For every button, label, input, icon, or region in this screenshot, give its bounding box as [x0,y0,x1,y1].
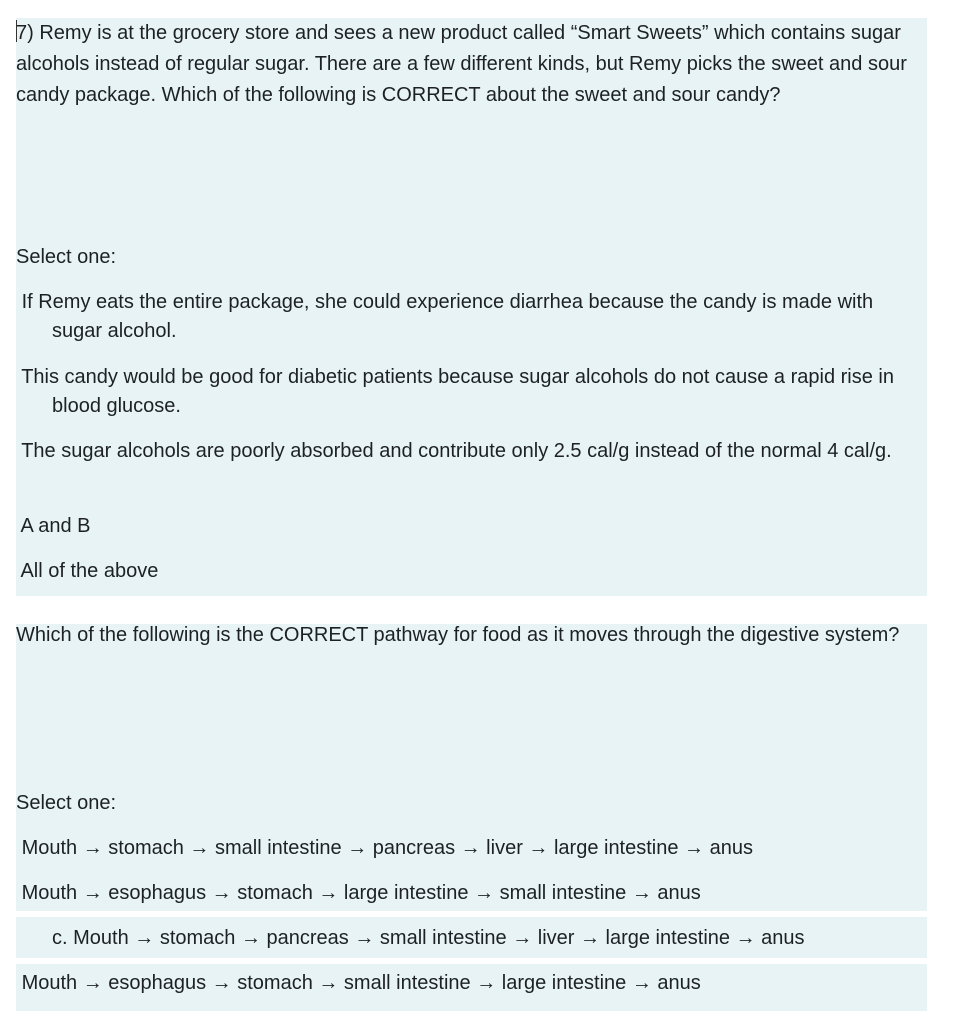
option-b[interactable] [16,363,921,421]
select-one-label: Select one: [16,246,117,268]
option-text: This candy would be good for diabetic patients because sugar alcohols do not cause a rapid rise in blood glucose. [21,366,894,417]
option-letter: c. [52,927,68,949]
option-text: Mouth → stomach → pancreas → small intestine → liver → large intestine → anus [73,927,805,949]
option-text: Mouth → stomach → small intestine → pancreas → liver → large intestine → anus [21,837,753,859]
option-text: If Remy eats the entire package, she could experience diarrhea because the candy is made with sugar alcohol. [21,291,874,342]
question-number: 7) [16,22,40,44]
select-one-label: Select one: [16,792,117,814]
row-divider [16,958,927,964]
option-e[interactable] [16,557,921,586]
option-d[interactable] [16,969,921,998]
option-text: Mouth → esophagus → stomach → small intestine → large intestine → anus [21,972,701,994]
option-d[interactable] [16,512,921,541]
option-a[interactable] [16,834,921,863]
question-2-card [16,624,927,1011]
row-divider [16,911,927,917]
option-c[interactable] [16,437,921,466]
option-a[interactable] [16,288,921,346]
option-c[interactable] [52,924,912,953]
question-1-card [16,18,927,596]
option-text: All of the above [20,560,159,582]
question-1-text [16,18,927,111]
question-2-text: Which of the following is the CORRECT pathway for food as it moves through the digestive system? [16,624,900,646]
option-b[interactable] [16,879,921,908]
option-text: Mouth → esophagus → stomach → large intestine → small intestine → anus [21,882,701,904]
option-text: The sugar alcohols are poorly absorbed and contribute only 2.5 cal/g instead of the normal 4 cal/g. [21,440,892,462]
option-text: A and B [20,515,91,537]
question-1-body: Remy is at the grocery store and sees a new product called “Smart Sweets” which contains sugar alcohols instead of regular sugar. There are a few different kinds, but Remy picks the sweet and sour candy package. Which of the following is CORRECT about the sweet and sour candy? [16,22,907,106]
